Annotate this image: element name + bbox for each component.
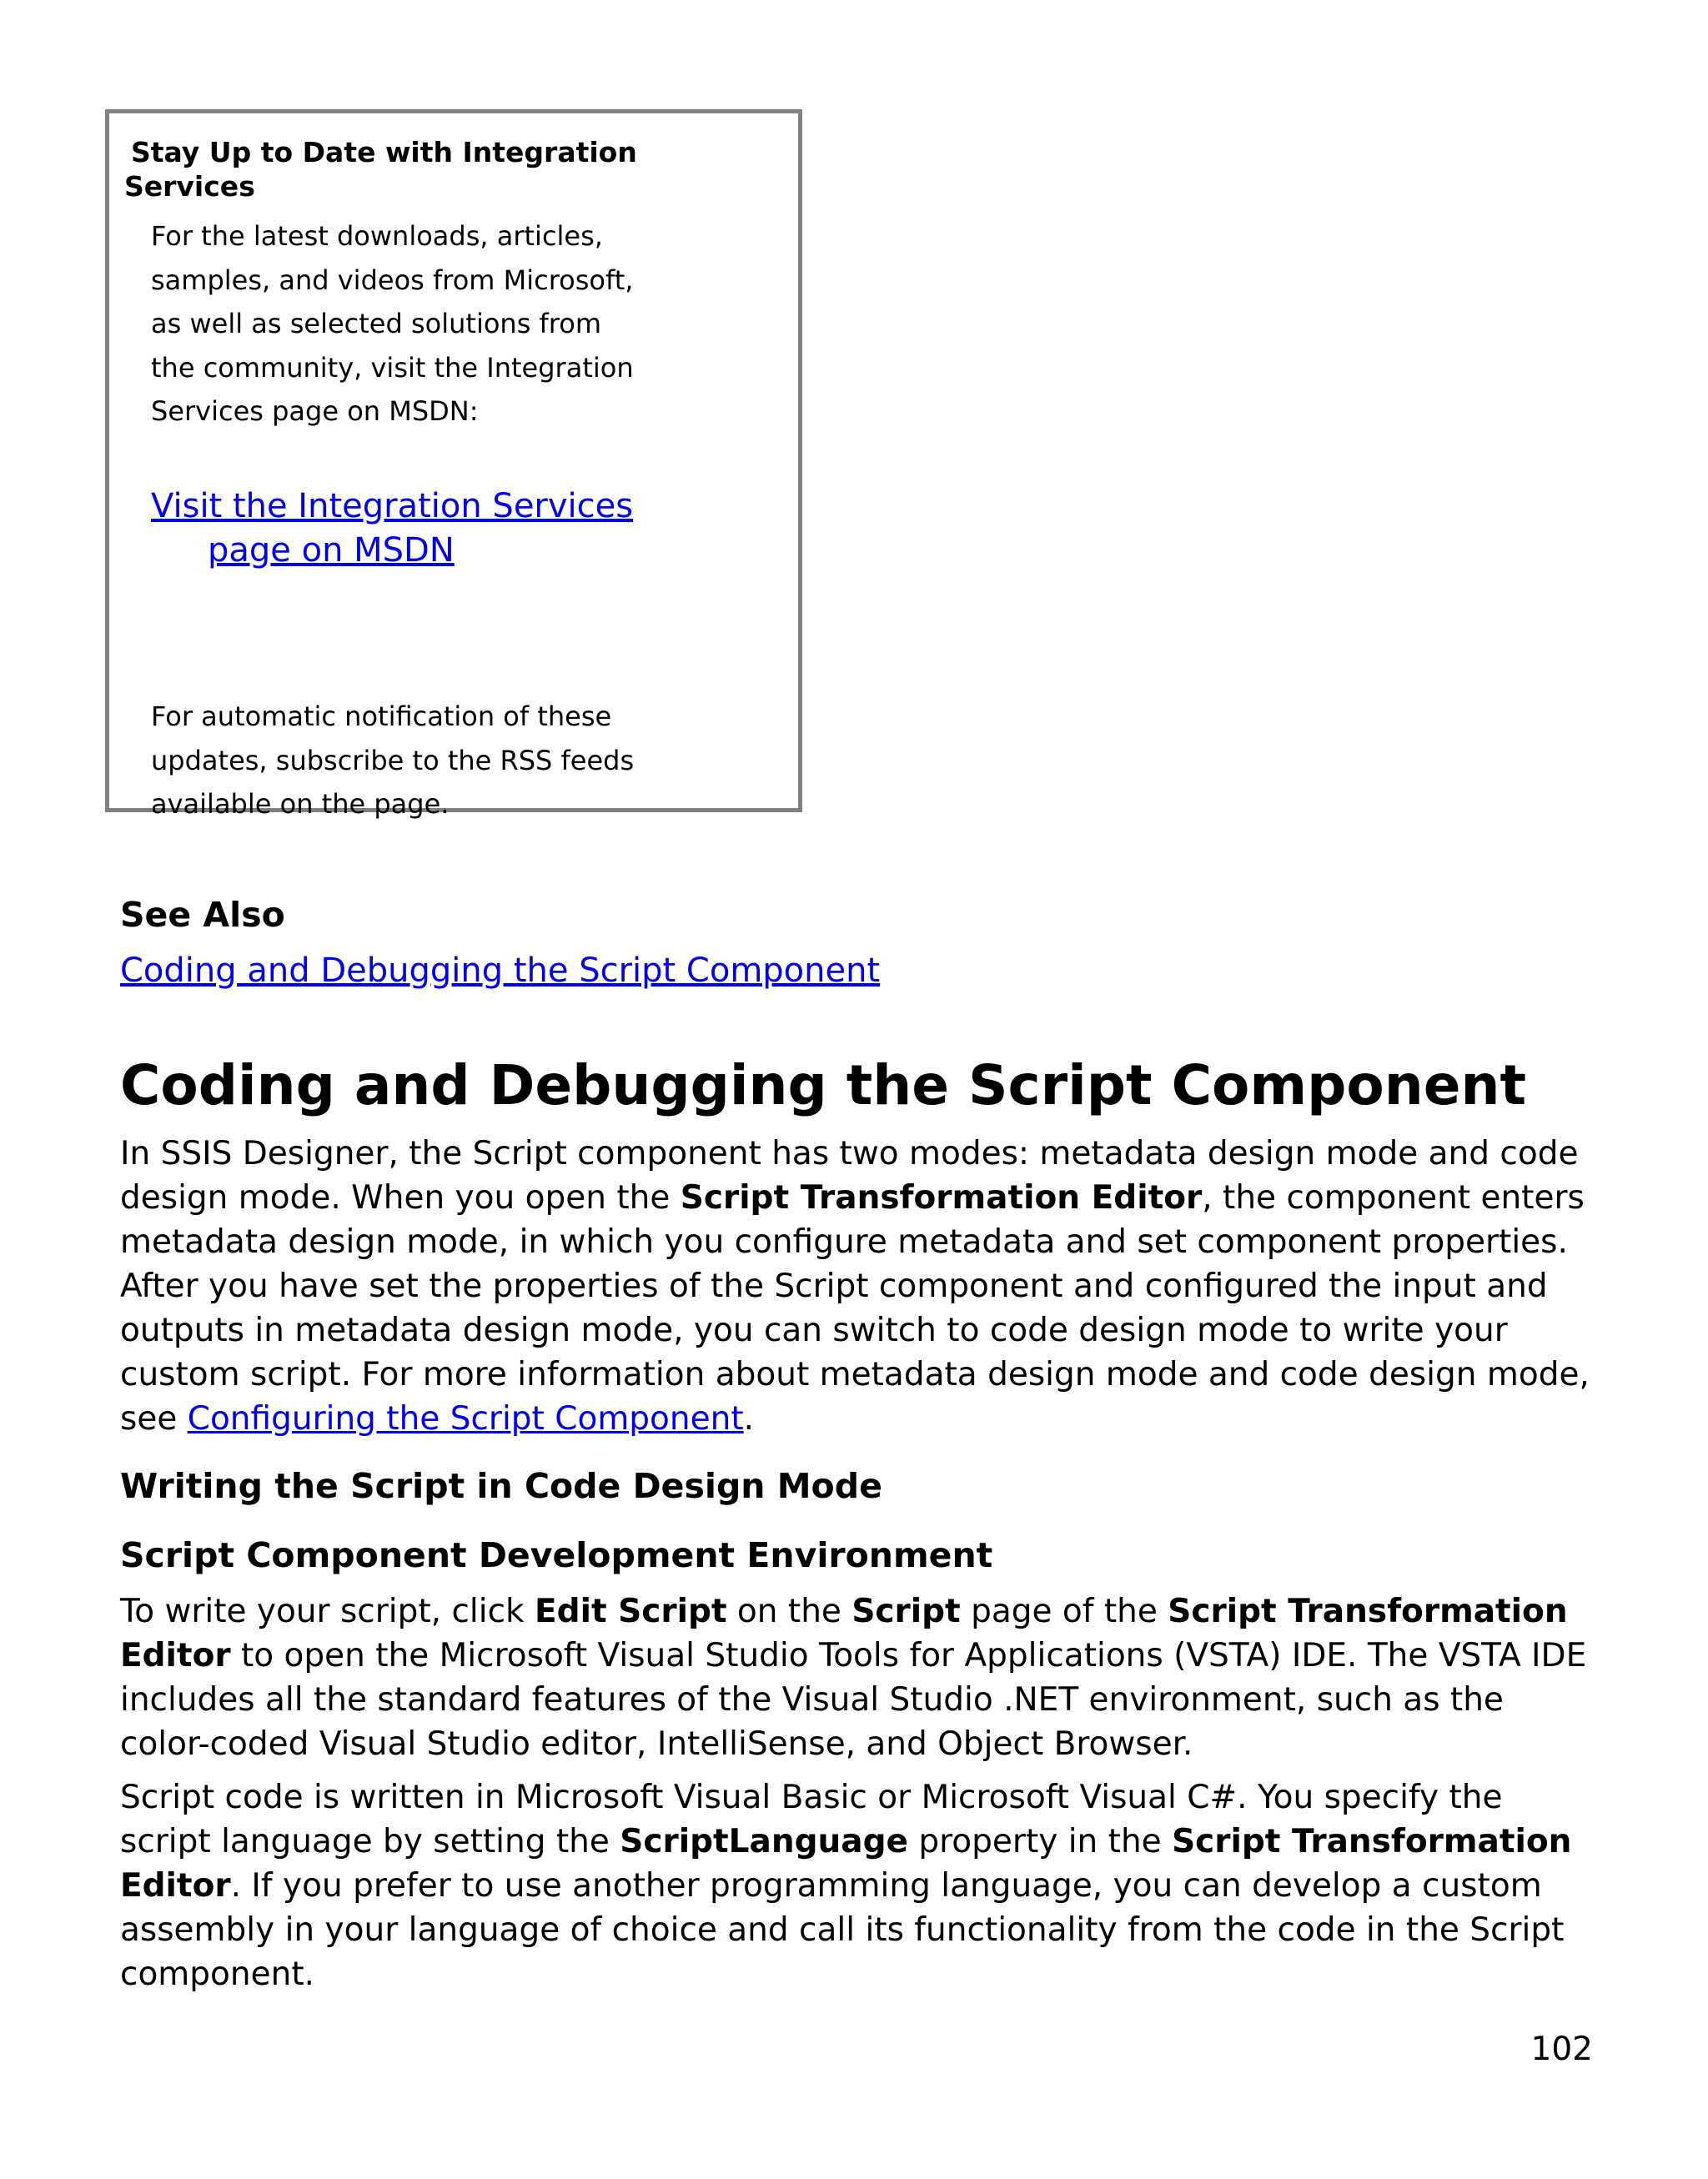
para2-text-2: property in the [907, 1823, 1173, 1860]
sidebar-note: For automatic notification of these updates, subscribe to the RSS feeds available on the page. [151, 700, 635, 821]
msdn-link-wrap [151, 485, 641, 573]
para2-bold-1: ScriptLanguage [620, 1823, 908, 1860]
para1-text-2: on the [726, 1593, 852, 1630]
sidebar-title: Stay Up to Date with Integration Services [124, 136, 637, 203]
subheading-dev-environment: Script Component Development Environment [120, 1535, 993, 1575]
para1-text-4: to open the Microsoft Visual Studio Tools for Applications (VSTA) IDE. The VSTA IDE includes all the standard features of the Visual Studio .NET environment, such as the color-coded Visual Studio editor, IntelliSense, and Object Browser. [120, 1637, 1587, 1763]
page-number: 102 [1530, 2031, 1593, 2068]
intro-text-1: In SSIS Designer, the Script component has two modes: metadata design mode and code design mode. When you open the [120, 1135, 1579, 1217]
para1-bold-1: Edit Script [535, 1593, 727, 1630]
para2-text-1: Script code is written in Microsoft Visual Basic or Microsoft Visual C#. You specify the script language by setting the [120, 1779, 1503, 1860]
intro-text-2: , the component enters metadata design mode, in which you configure metadata and set component properties. After you have set the properties of the Script component and configured the input and outputs in metadata design mode, you can switch to code design mode to write your custom script. For more information about metadata design mode and code design mode, see [120, 1179, 1590, 1438]
para1-text-1: To write your script, click [120, 1593, 535, 1630]
intro-bold-1: Script Transformation Editor [680, 1179, 1203, 1217]
see-also-title: See Also [120, 895, 285, 935]
subheading-writing-script: Writing the Script in Code Design Mode [120, 1466, 882, 1506]
msdn-link[interactable]: Visit the Integration Services page on MSDN [151, 487, 634, 570]
see-also-link[interactable]: Coding and Debugging the Script Component [120, 951, 881, 990]
para1-bold-3: Script Transformation Editor [120, 1593, 1568, 1674]
page-title: Coding and Debugging the Script Component [120, 1053, 1526, 1117]
para1-bold-2: Script [851, 1593, 961, 1630]
see-also-link-wrap [120, 947, 880, 994]
intro-paragraph [120, 1132, 1596, 1441]
sidebar-box [105, 109, 802, 821]
sidebar-intro: For the latest downloads, articles, samples, and videos from Microsoft, as well as selected solutions from the community, visit the Integration Services page on MSDN: [151, 220, 634, 428]
para2-bold-2: Script Transformation Editor [120, 1823, 1572, 1905]
dev-env-paragraph [120, 1589, 1596, 1766]
para2-text-3: . If you prefer to use another programming language, you can develop a custom assembly in your language of choice and call its functionality from the code in the Script component. [120, 1867, 1565, 1993]
script-language-paragraph [120, 1775, 1596, 1996]
configuring-script-link[interactable]: Configuring the Script Component [187, 1400, 744, 1438]
intro-text-3: . [743, 1400, 755, 1438]
para1-text-3: page of the [960, 1593, 1168, 1630]
